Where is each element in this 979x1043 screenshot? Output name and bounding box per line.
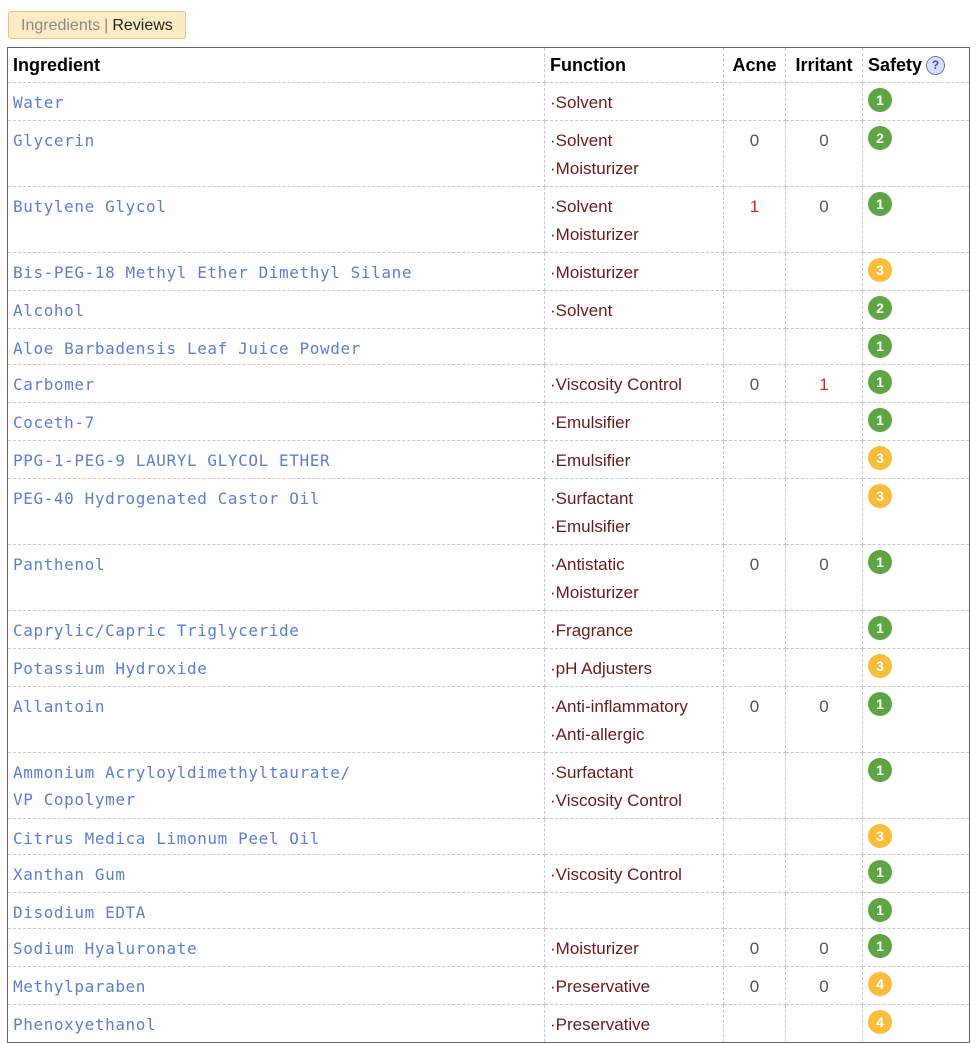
safety-badge: 1 <box>868 88 892 112</box>
ingredient-link[interactable]: Caprylic/Capric Triglyceride <box>13 621 300 640</box>
function-item: ·Viscosity Control <box>550 865 682 884</box>
function-item: ·Emulsifier <box>550 517 631 536</box>
ingredient-cell <box>8 329 545 365</box>
ingredient-cell <box>8 687 545 753</box>
safety-cell <box>863 329 970 365</box>
safety-cell <box>863 855 970 893</box>
ingredient-link[interactable]: Butylene Glycol <box>13 197 167 216</box>
ingredient-cell <box>8 893 545 929</box>
tab-separator: | <box>104 17 109 34</box>
function-item: ·Moisturizer <box>550 263 639 282</box>
ingredient-link[interactable]: PPG-1-PEG-9 LAURYL GLYCOL ETHER <box>13 451 331 470</box>
table-row <box>8 929 970 967</box>
table-row <box>8 187 970 253</box>
acne-cell <box>724 291 786 329</box>
table-row <box>8 83 970 121</box>
acne-rating: 0 <box>749 697 760 716</box>
acne-cell <box>724 649 786 687</box>
acne-rating: 0 <box>749 977 760 996</box>
irritant-cell <box>786 403 863 441</box>
acne-cell <box>724 967 786 1005</box>
ingredient-link[interactable]: Citrus Medica Limonum Peel Oil <box>13 829 320 848</box>
function-cell <box>545 121 724 187</box>
irritant-cell <box>786 687 863 753</box>
acne-cell <box>724 187 786 253</box>
ingredient-link[interactable]: Methylparaben <box>13 977 147 996</box>
function-cell <box>545 819 724 855</box>
irritant-rating: 0 <box>819 939 829 958</box>
function-cell <box>545 967 724 1005</box>
acne-cell <box>724 441 786 479</box>
ingredient-link[interactable]: Bis-PEG-18 Methyl Ether Dimethyl Silane <box>13 263 413 282</box>
tab-ingredients[interactable]: Ingredients <box>21 17 101 34</box>
irritant-cell <box>786 967 863 1005</box>
acne-rating: 0 <box>749 131 760 150</box>
acne-rating: 1 <box>749 197 760 216</box>
table-row <box>8 611 970 649</box>
header-safety <box>863 48 970 83</box>
table-row <box>8 479 970 545</box>
function-cell <box>545 893 724 929</box>
irritant-cell <box>786 329 863 365</box>
table-body <box>8 83 970 1043</box>
ingredient-cell <box>8 967 545 1005</box>
ingredient-cell <box>8 649 545 687</box>
function-cell <box>545 479 724 545</box>
ingredient-cell <box>8 929 545 967</box>
safety-badge: 3 <box>868 484 892 508</box>
ingredient-cell <box>8 83 545 121</box>
function-item: ·Moisturizer <box>550 159 639 178</box>
ingredient-cell <box>8 441 545 479</box>
safety-badge: 1 <box>868 550 892 574</box>
ingredient-link[interactable]: PEG-40 Hydrogenated Castor Oil <box>13 489 320 508</box>
header-safety-label: Safety <box>868 54 923 75</box>
acne-cell <box>724 329 786 365</box>
ingredient-cell <box>8 403 545 441</box>
safety-badge: 1 <box>868 192 892 216</box>
irritant-rating: 0 <box>819 131 829 150</box>
function-cell <box>545 687 724 753</box>
irritant-rating: 1 <box>819 375 829 394</box>
safety-badge: 1 <box>868 692 892 716</box>
function-item: ·Moisturizer <box>550 939 639 958</box>
table-row <box>8 121 970 187</box>
table-row <box>8 687 970 753</box>
ingredient-link[interactable]: Alcohol <box>13 301 85 320</box>
acne-cell <box>724 893 786 929</box>
function-item: ·Moisturizer <box>550 225 639 244</box>
function-cell <box>545 855 724 893</box>
irritant-cell <box>786 545 863 611</box>
safety-cell <box>863 83 970 121</box>
acne-cell <box>724 365 786 403</box>
safety-cell <box>863 687 970 753</box>
table-row <box>8 403 970 441</box>
safety-cell <box>863 929 970 967</box>
safety-badge: 2 <box>868 296 892 320</box>
table-row <box>8 893 970 929</box>
table-row <box>8 819 970 855</box>
irritant-rating: 0 <box>819 977 829 996</box>
acne-cell <box>724 929 786 967</box>
table-header-row <box>8 48 970 83</box>
safety-badge: 3 <box>868 446 892 470</box>
acne-cell <box>724 753 786 819</box>
acne-cell <box>724 403 786 441</box>
safety-cell <box>863 545 970 611</box>
ingredient-link[interactable]: Panthenol <box>13 555 106 574</box>
ingredient-cell <box>8 479 545 545</box>
ingredient-link[interactable]: Xanthan Gum <box>13 865 126 884</box>
safety-badge: 3 <box>868 258 892 282</box>
safety-cell <box>863 121 970 187</box>
irritant-cell <box>786 649 863 687</box>
ingredient-link[interactable]: VP Copolymer <box>13 790 136 809</box>
function-cell <box>545 187 724 253</box>
acne-cell <box>724 83 786 121</box>
table-row <box>8 649 970 687</box>
ingredient-link[interactable]: Disodium EDTA <box>13 903 147 922</box>
ingredient-link[interactable]: Sodium Hyaluronate <box>13 939 198 958</box>
function-item: ·Preservative <box>550 977 651 996</box>
table-row <box>8 545 970 611</box>
irritant-rating: 0 <box>819 555 829 574</box>
question-mark-icon[interactable]: ? <box>926 56 945 75</box>
ingredient-cell <box>8 121 545 187</box>
ingredients-table <box>7 47 970 1043</box>
function-item: ·Antistatic <box>550 555 625 574</box>
safety-cell <box>863 753 970 819</box>
ingredient-link[interactable]: Allantoin <box>13 697 106 716</box>
ingredient-cell <box>8 855 545 893</box>
acne-cell <box>724 545 786 611</box>
irritant-cell <box>786 855 863 893</box>
function-cell <box>545 649 724 687</box>
function-cell <box>545 611 724 649</box>
function-item: ·Solvent <box>550 197 613 216</box>
function-item: ·Solvent <box>550 131 613 150</box>
table-row <box>8 855 970 893</box>
function-item: ·Anti-inflammatory <box>550 697 688 716</box>
ingredient-cell <box>8 753 545 819</box>
function-cell <box>545 929 724 967</box>
acne-cell <box>724 121 786 187</box>
table-row <box>8 967 970 1005</box>
safety-badge: 1 <box>868 408 892 432</box>
safety-cell <box>863 819 970 855</box>
function-cell <box>545 83 724 121</box>
safety-badge: 4 <box>868 972 892 996</box>
irritant-cell <box>786 291 863 329</box>
safety-cell <box>863 441 970 479</box>
ingredient-link[interactable]: Carbomer <box>13 375 95 394</box>
function-item: ·pH Adjusters <box>550 659 653 678</box>
irritant-cell <box>786 819 863 855</box>
table-row <box>8 365 970 403</box>
safety-cell <box>863 893 970 929</box>
acne-cell <box>724 253 786 291</box>
acne-cell <box>724 687 786 753</box>
header-acne: Acne <box>724 48 786 83</box>
ingredient-link[interactable]: Phenoxyethanol <box>13 1015 157 1034</box>
acne-cell <box>724 479 786 545</box>
function-cell <box>545 291 724 329</box>
safety-badge: 2 <box>868 126 892 150</box>
safety-badge: 3 <box>868 654 892 678</box>
irritant-cell <box>786 753 863 819</box>
function-item: ·Viscosity Control <box>550 375 682 394</box>
function-item: ·Anti-allergic <box>550 725 645 744</box>
irritant-cell <box>786 253 863 291</box>
safety-cell <box>863 479 970 545</box>
acne-cell <box>724 611 786 649</box>
acne-cell <box>724 819 786 855</box>
acne-rating: 0 <box>749 939 760 958</box>
function-item: ·Solvent <box>550 301 613 320</box>
function-cell <box>545 329 724 365</box>
irritant-rating: 0 <box>819 697 829 716</box>
irritant-rating: 0 <box>819 197 829 216</box>
function-cell <box>545 753 724 819</box>
ingredient-link[interactable]: Glycerin <box>13 131 95 150</box>
irritant-cell <box>786 893 863 929</box>
irritant-cell <box>786 479 863 545</box>
tab-bar <box>8 11 186 39</box>
safety-badge: 1 <box>868 616 892 640</box>
irritant-cell <box>786 187 863 253</box>
ingredient-cell <box>8 545 545 611</box>
safety-cell <box>863 365 970 403</box>
ingredient-link[interactable]: Ammonium Acryloyldimethyltaurate/ <box>13 763 351 782</box>
ingredient-cell <box>8 365 545 403</box>
safety-cell <box>863 967 970 1005</box>
ingredient-link[interactable]: Potassium Hydroxide <box>13 659 208 678</box>
function-cell <box>545 545 724 611</box>
irritant-cell <box>786 611 863 649</box>
function-item: ·Surfactant <box>550 489 634 508</box>
ingredient-cell <box>8 291 545 329</box>
table-row <box>8 753 970 819</box>
ingredient-link[interactable]: Water <box>13 93 65 112</box>
tab-reviews[interactable]: Reviews <box>112 17 173 34</box>
acne-cell <box>724 855 786 893</box>
ingredient-cell <box>8 819 545 855</box>
irritant-cell <box>786 929 863 967</box>
function-item: ·Emulsifier <box>550 413 631 432</box>
safety-cell <box>863 291 970 329</box>
acne-rating: 0 <box>749 375 760 394</box>
safety-badge: 1 <box>868 370 892 394</box>
safety-badge: 1 <box>868 860 892 884</box>
function-item: ·Moisturizer <box>550 583 639 602</box>
safety-badge: 1 <box>868 898 892 922</box>
function-cell <box>545 403 724 441</box>
function-item: ·Surfactant <box>550 763 634 782</box>
safety-badge: 4 <box>868 1010 892 1034</box>
safety-badge: 1 <box>868 758 892 782</box>
safety-badge: 1 <box>868 334 892 358</box>
irritant-cell <box>786 441 863 479</box>
ingredient-cell <box>8 611 545 649</box>
irritant-cell <box>786 83 863 121</box>
safety-badge: 1 <box>868 934 892 958</box>
safety-cell <box>863 403 970 441</box>
header-irritant: Irritant <box>786 48 863 83</box>
function-cell <box>545 365 724 403</box>
table-row <box>8 329 970 365</box>
irritant-cell <box>786 121 863 187</box>
table-row <box>8 253 970 291</box>
ingredient-cell <box>8 187 545 253</box>
function-cell <box>545 253 724 291</box>
safety-cell <box>863 611 970 649</box>
header-function: Function <box>545 48 724 83</box>
function-item: ·Preservative <box>550 1015 651 1034</box>
function-item: ·Fragrance <box>550 621 634 640</box>
function-item: ·Viscosity Control <box>550 791 682 810</box>
safety-badge: 3 <box>868 824 892 848</box>
safety-cell <box>863 649 970 687</box>
ingredient-link[interactable]: Aloe Barbadensis Leaf Juice Powder <box>13 339 361 358</box>
table-row <box>8 291 970 329</box>
irritant-cell <box>786 365 863 403</box>
function-item: ·Emulsifier <box>550 451 631 470</box>
safety-cell <box>863 187 970 253</box>
acne-rating: 0 <box>749 555 760 574</box>
safety-cell <box>863 253 970 291</box>
table-row <box>8 441 970 479</box>
ingredient-cell <box>8 253 545 291</box>
function-cell <box>545 441 724 479</box>
function-item: ·Solvent <box>550 93 613 112</box>
ingredient-link[interactable]: Coceth-7 <box>13 413 95 432</box>
header-ingredient: Ingredient <box>8 48 545 83</box>
